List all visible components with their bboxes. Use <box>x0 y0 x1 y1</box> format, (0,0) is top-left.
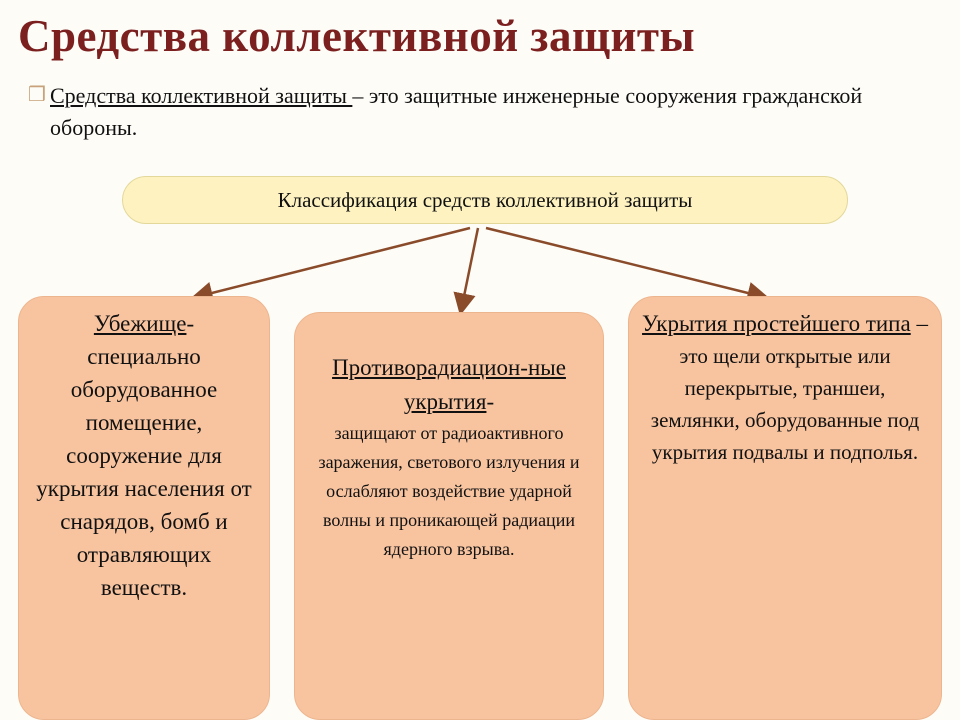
card-anti-radiation-heading-tail: - <box>486 389 495 414</box>
intro-bullet-row <box>28 80 928 144</box>
card-shelter <box>18 296 270 720</box>
card-anti-radiation-heading-underlined: Противорадиацион-ные укрытия <box>332 355 566 414</box>
card-simple-shelter <box>628 296 942 720</box>
card-anti-radiation-heading <box>307 351 591 419</box>
intro-text <box>50 80 928 144</box>
card-anti-radiation-shelter <box>294 312 604 720</box>
intro-rest: – это защитные инженерные сооружения гражданской обороны. <box>50 83 863 140</box>
card-simple-shelter-body: это щели открытые или перекрытые, траншеи, землянки, оборудованные под укрытия подвалы и подполья. <box>650 344 920 464</box>
card-shelter-heading-underlined: Убежище <box>93 311 187 336</box>
page-title: Средства коллективной защиты <box>18 11 696 61</box>
card-shelter-body: специально оборудованное помещение, сооружение для укрытия населения от снарядов, бомб и отравляющих веществ. <box>36 344 252 600</box>
card-shelter-heading-tail: - <box>186 311 195 336</box>
arrow-to-shelter <box>200 228 470 296</box>
card-shelter-heading <box>31 307 257 340</box>
classification-header-label: Классификация средств коллективной защиты <box>277 187 693 212</box>
card-simple-shelter-heading-underlined: Укрытия простейшего типа <box>642 311 911 336</box>
list-bullet-icon: ❒ <box>28 84 46 106</box>
arrow-to-anti-radiation <box>462 228 478 306</box>
card-simple-shelter-heading-tail: – <box>910 311 928 336</box>
card-anti-radiation-body: защищают от радиоактивного заражения, светового излучения и ослабляют воздействие ударной волны и проникающей радиации ядерного взрыва. <box>318 423 580 559</box>
card-simple-shelter-heading <box>641 307 929 340</box>
arrow-to-simple-shelter <box>486 228 760 296</box>
classification-header-box <box>122 176 848 224</box>
intro-lead: Средства коллективной защиты <box>50 83 353 108</box>
